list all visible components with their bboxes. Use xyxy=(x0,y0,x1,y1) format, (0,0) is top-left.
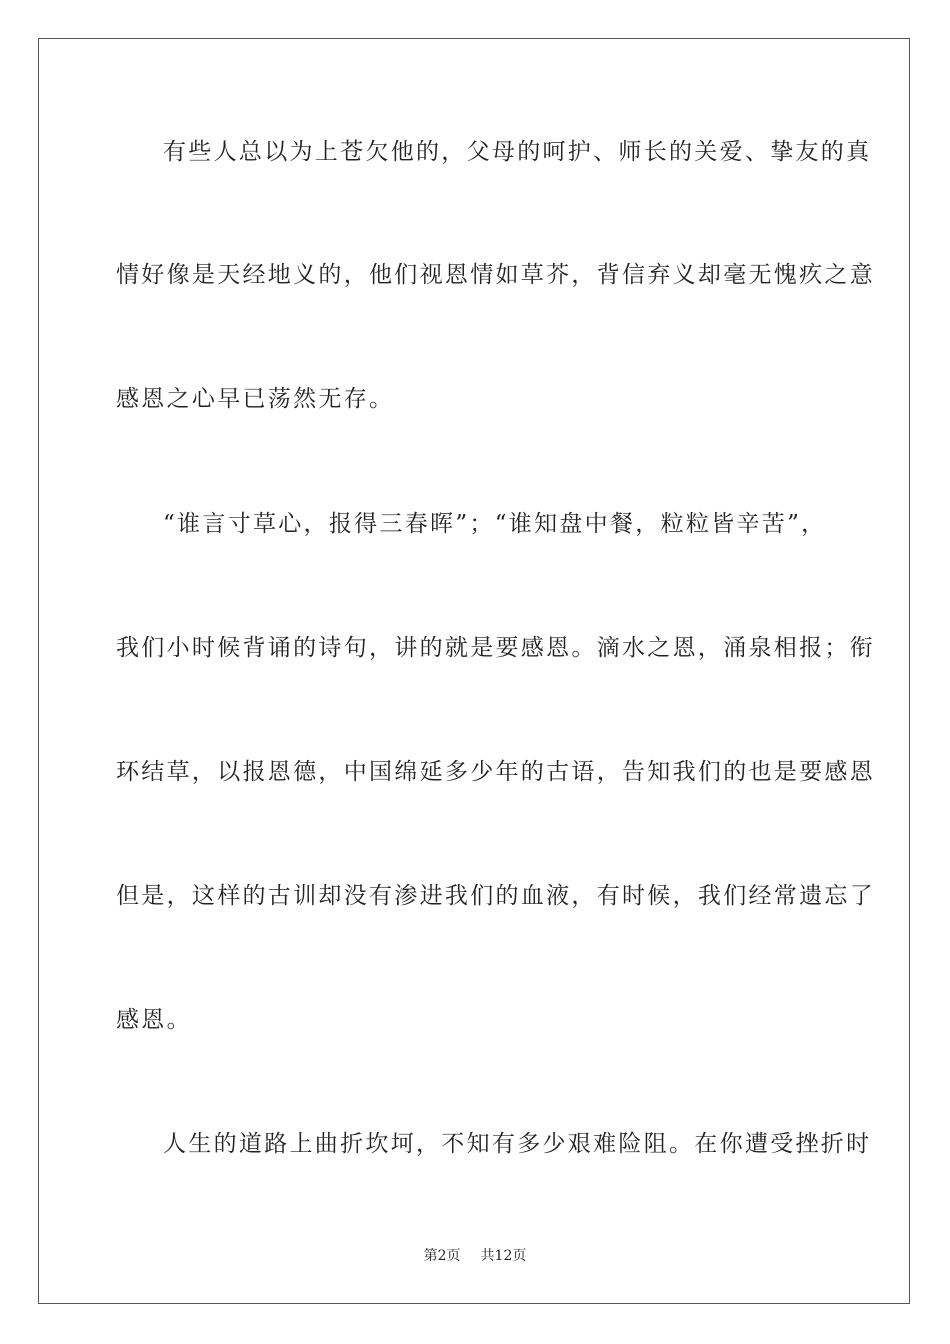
text-line-9: 人生的道路上曲折坎坷，不知有多少艰难险阻。在你遭受挫折时 xyxy=(163,1131,872,1157)
text-line-8: 感恩。 xyxy=(116,1007,192,1033)
page-footer xyxy=(0,1245,950,1265)
page-border xyxy=(38,38,910,1304)
text-line-3: 感恩之心早已荡然无存。 xyxy=(116,386,395,412)
page-number: 第2页 xyxy=(423,1248,461,1264)
text-line-6: 环结草，以报恩德，中国绵延多少年的古语，告知我们的也是要感恩 xyxy=(116,759,875,785)
text-line-4: “谁言寸草心，报得三春晖”；“谁知盘中餐，粒粒皆辛苦”， xyxy=(163,511,827,537)
text-line-7: 但是，这样的古训却没有渗进我们的血液，有时候，我们经常遗忘了 xyxy=(116,883,875,909)
total-pages: 共12页 xyxy=(480,1248,527,1264)
text-line-2: 情好像是天经地义的，他们视恩情如草芥，背信弃义却毫无愧疚之意 xyxy=(116,262,875,288)
text-line-1: 有些人总以为上苍欠他的，父母的呵护、师长的关爱、挚友的真 xyxy=(163,139,872,165)
text-line-5: 我们小时候背诵的诗句，讲的就是要感恩。滴水之恩，涌泉相报；衔 xyxy=(116,635,875,661)
